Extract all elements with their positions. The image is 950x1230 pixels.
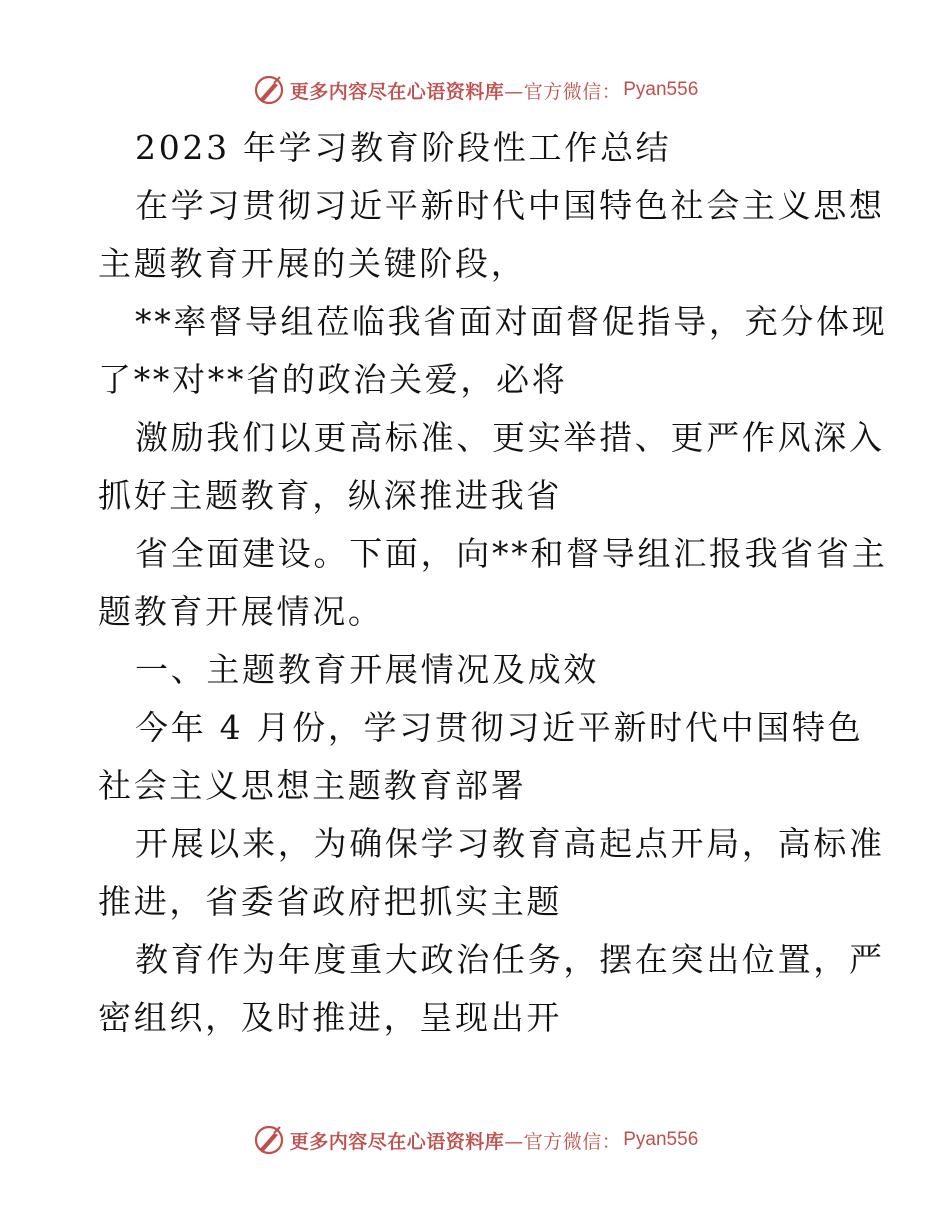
pen-logo-icon — [252, 1123, 286, 1157]
text-line: 推进，省委省政府把抓实主题 — [98, 882, 563, 921]
watermark-wechat-label: —官方微信： — [504, 1130, 622, 1153]
header-watermark — [0, 72, 950, 108]
section-heading: 一、主题教育开展情况及成效 — [135, 650, 600, 689]
text-line: 题教育开展情况。 — [98, 592, 384, 631]
text-line: 在学习贯彻习近平新时代中国特色社会主义思想 — [135, 186, 885, 225]
text-line: **率督导组莅临我省面对面督促指导，充分体现 — [135, 302, 888, 341]
watermark-wechat-id: Pyan556 — [623, 79, 699, 100]
document-title: 2023 年学习教育阶段性工作总结 — [135, 128, 672, 167]
document-body — [98, 119, 888, 1047]
watermark-wechat-id: Pyan556 — [623, 1129, 699, 1150]
pen-logo-icon — [252, 73, 286, 107]
footer-watermark — [0, 1122, 950, 1158]
text-line: 开展以来，为确保学习教育高起点开局，高标准 — [135, 824, 885, 863]
watermark-site-text: 更多内容尽在心语资料库 — [289, 80, 505, 103]
watermark-site-text: 更多内容尽在心语资料库 — [289, 1130, 505, 1153]
text-line: 今年 4 月份，学习贯彻习近平新时代中国特色 — [135, 708, 864, 747]
text-line: 了**对**省的政治关爱，必将 — [98, 360, 568, 399]
text-line: 主题教育开展的关键阶段， — [98, 244, 527, 283]
text-line: 密组织，及时推进，呈现出开 — [98, 998, 563, 1037]
text-line: 激励我们以更高标准、更实举措、更严作风深入 — [135, 418, 885, 457]
text-line: 社会主义思想主题教育部署 — [98, 766, 527, 805]
watermark-wechat-label: —官方微信： — [504, 80, 622, 103]
text-line: 抓好主题教育，纵深推进我省 — [98, 476, 563, 515]
text-line: 省全面建设。下面，向**和督导组汇报我省省主 — [135, 534, 888, 573]
text-line: 教育作为年度重大政治任务，摆在突出位置，严 — [135, 940, 885, 979]
